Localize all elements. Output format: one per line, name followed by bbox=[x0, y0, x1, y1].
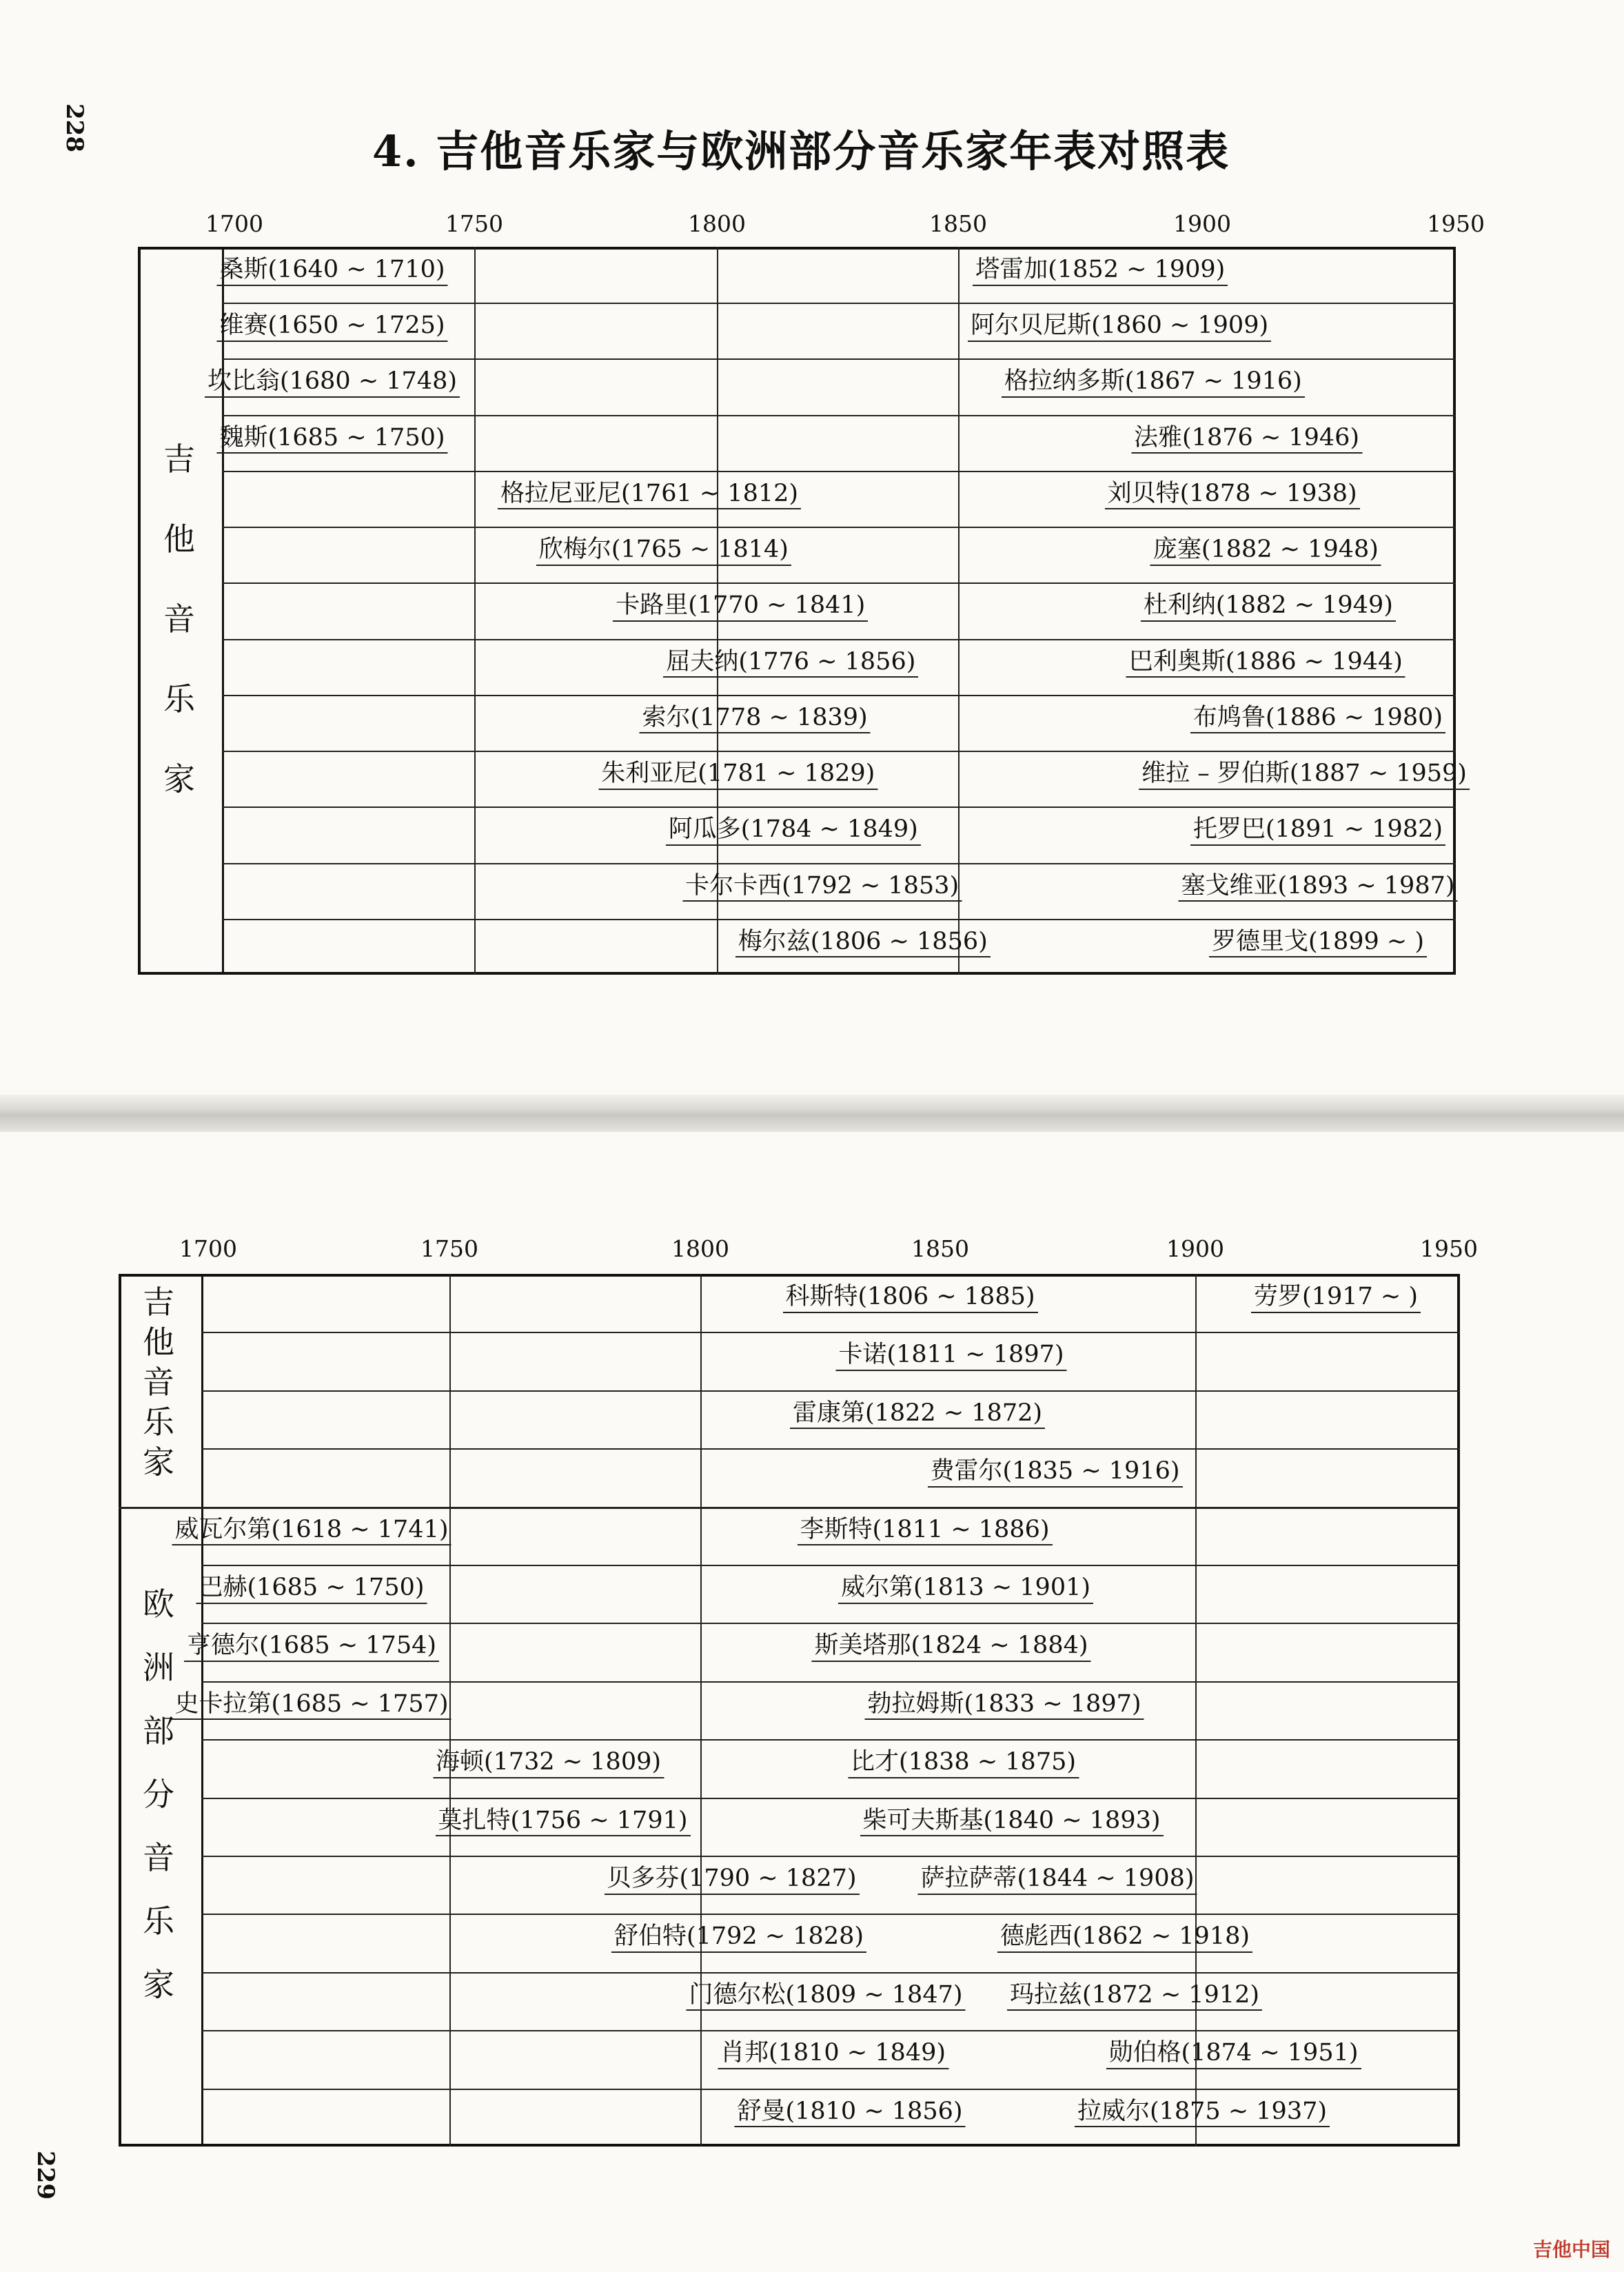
group-label-char: 乐 bbox=[143, 1902, 174, 1940]
axis-year-label: 1750 bbox=[420, 1235, 478, 1262]
musician-entry: 庞塞(1882 ~ 1948) bbox=[1150, 536, 1381, 566]
watermark-logo: 吉他中国 bbox=[1532, 2238, 1610, 2261]
row-divider bbox=[222, 527, 1456, 528]
page-number-top: 228 bbox=[61, 103, 88, 152]
page-fold bbox=[0, 1095, 1624, 1132]
group-label-char: 吉 bbox=[163, 440, 195, 478]
row-divider bbox=[222, 582, 1456, 584]
group-label-char: 他 bbox=[163, 520, 195, 558]
axis-year-label: 1800 bbox=[671, 1235, 729, 1262]
musician-entry: 卡尔卡西(1792 ~ 1853) bbox=[682, 873, 962, 902]
musician-entry: 门德尔松(1809 ~ 1847) bbox=[686, 1982, 965, 2011]
musician-entry: 拉威尔(1875 ~ 1937) bbox=[1075, 2098, 1330, 2128]
row-divider bbox=[222, 863, 1456, 864]
musician-entry: 卡诺(1811 ~ 1897) bbox=[835, 1341, 1066, 1371]
row-divider bbox=[222, 807, 1456, 808]
musician-entry: 维拉 – 罗伯斯(1887 ~ 1959) bbox=[1139, 760, 1470, 790]
row-divider bbox=[222, 919, 1456, 920]
axis-year-label: 1850 bbox=[911, 1235, 969, 1262]
group-label-char: 音 bbox=[163, 600, 195, 638]
musician-entry: 魏斯(1685 ~ 1750) bbox=[216, 425, 447, 454]
musician-entry: 坎比翁(1680 ~ 1748) bbox=[205, 368, 460, 398]
musician-entry: 比才(1838 ~ 1875) bbox=[848, 1749, 1079, 1778]
axis-year-label: 1900 bbox=[1166, 1235, 1224, 1262]
axis-year-label: 1950 bbox=[1427, 210, 1485, 237]
group-label-char: 音 bbox=[143, 1363, 174, 1401]
musician-entry: 阿尔贝尼斯(1860 ~ 1909) bbox=[968, 312, 1271, 342]
row-divider bbox=[201, 1681, 1460, 1683]
musician-entry: 托罗巴(1891 ~ 1982) bbox=[1190, 816, 1445, 846]
musician-entry: 贝多芬(1790 ~ 1827) bbox=[604, 1865, 859, 1895]
century-divider bbox=[474, 247, 476, 975]
row-divider bbox=[222, 471, 1456, 472]
musician-entry: 阿瓜多(1784 ~ 1849) bbox=[666, 816, 921, 846]
musician-entry: 莫扎特(1756 ~ 1791) bbox=[435, 1807, 690, 1837]
musician-entry: 玛拉兹(1872 ~ 1912) bbox=[1007, 1982, 1262, 2011]
group-label-char: 洲 bbox=[143, 1648, 174, 1686]
group-label-char: 他 bbox=[143, 1323, 174, 1361]
musician-entry: 屈夫纳(1776 ~ 1856) bbox=[663, 649, 918, 678]
axis-year-label: 1700 bbox=[179, 1235, 237, 1262]
group-label-guitarists bbox=[159, 419, 200, 819]
musician-entry: 杜利纳(1882 ~ 1949) bbox=[1141, 592, 1396, 622]
musician-entry: 罗德里戈(1899 ~ ) bbox=[1209, 929, 1427, 958]
row-divider bbox=[201, 1739, 1460, 1741]
group-label-char: 乐 bbox=[143, 1403, 174, 1441]
musician-entry: 布鸠鲁(1886 ~ 1980) bbox=[1190, 704, 1445, 734]
row-divider bbox=[201, 1972, 1460, 1974]
musician-entry: 梅尔兹(1806 ~ 1856) bbox=[735, 929, 991, 958]
musician-entry: 舒伯特(1792 ~ 1828) bbox=[611, 1923, 866, 1953]
axis-year-label: 1850 bbox=[929, 210, 987, 237]
axis-year-label: 1750 bbox=[445, 210, 503, 237]
row-divider bbox=[201, 2089, 1460, 2090]
row-divider bbox=[222, 415, 1456, 416]
musician-entry: 劳罗(1917 ~ ) bbox=[1251, 1284, 1421, 1313]
row-divider bbox=[201, 1565, 1460, 1566]
row-divider bbox=[201, 1332, 1460, 1333]
musician-entry: 塔雷加(1852 ~ 1909) bbox=[973, 256, 1228, 286]
row-divider bbox=[222, 639, 1456, 640]
musician-entry: 费雷尔(1835 ~ 1916) bbox=[927, 1458, 1182, 1488]
musician-entry: 卡路里(1770 ~ 1841) bbox=[613, 592, 868, 622]
musician-entry: 肖邦(1810 ~ 1849) bbox=[718, 2040, 948, 2069]
musician-entry: 舒曼(1810 ~ 1856) bbox=[734, 2098, 965, 2128]
musician-entry: 李斯特(1811 ~ 1886) bbox=[797, 1517, 1052, 1546]
group-label-european bbox=[138, 1572, 179, 2016]
musician-entry: 斯美塔那(1824 ~ 1884) bbox=[811, 1632, 1090, 1662]
label-column-divider bbox=[222, 247, 224, 975]
musician-entry: 雷康第(1822 ~ 1872) bbox=[790, 1400, 1045, 1430]
group-label-char: 家 bbox=[143, 1443, 174, 1481]
musician-entry: 索尔(1778 ~ 1839) bbox=[640, 704, 871, 734]
musician-entry: 朱利亚尼(1781 ~ 1829) bbox=[598, 760, 877, 790]
century-divider bbox=[1195, 1274, 1197, 2147]
musician-entry: 维赛(1650 ~ 1725) bbox=[216, 312, 447, 342]
group-label-char: 部 bbox=[143, 1712, 174, 1749]
musician-entry: 巴利奥斯(1886 ~ 1944) bbox=[1126, 649, 1405, 678]
row-divider bbox=[201, 2030, 1460, 2031]
musician-entry: 桑斯(1640 ~ 1710) bbox=[216, 256, 447, 286]
musician-entry: 勋伯格(1874 ~ 1951) bbox=[1106, 2040, 1361, 2069]
musician-entry: 德彪西(1862 ~ 1918) bbox=[997, 1923, 1252, 1953]
musician-entry: 史卡拉第(1685 ~ 1757) bbox=[172, 1691, 451, 1721]
row-divider bbox=[222, 303, 1456, 304]
group-label-char: 乐 bbox=[163, 680, 195, 718]
musician-entry: 法雅(1876 ~ 1946) bbox=[1131, 425, 1362, 454]
axis-year-label: 1900 bbox=[1173, 210, 1231, 237]
axis-year-label: 1800 bbox=[688, 210, 746, 237]
century-divider bbox=[958, 247, 960, 975]
axis-year-label: 1950 bbox=[1420, 1235, 1478, 1262]
row-divider bbox=[201, 1798, 1460, 1799]
page-title: 4. 吉他音乐家与欧洲部分音乐家年表对照表 bbox=[372, 126, 1230, 176]
musician-entry: 格拉尼亚尼(1761 ~ 1812) bbox=[498, 480, 801, 510]
musician-entry: 巴赫(1685 ~ 1750) bbox=[196, 1574, 427, 1604]
musician-entry: 勃拉姆斯(1833 ~ 1897) bbox=[864, 1691, 1144, 1721]
musician-entry: 威瓦尔第(1618 ~ 1741) bbox=[172, 1517, 451, 1546]
row-divider bbox=[222, 695, 1456, 696]
group-label-char: 吉 bbox=[143, 1284, 174, 1321]
musician-entry: 科斯特(1806 ~ 1885) bbox=[782, 1284, 1037, 1313]
musician-entry: 格拉纳多斯(1867 ~ 1916) bbox=[1002, 368, 1305, 398]
group-divider bbox=[119, 1507, 1460, 1509]
page-number-bottom: 229 bbox=[32, 2151, 59, 2200]
group-label-char: 家 bbox=[163, 760, 195, 798]
group-label-guitarists bbox=[138, 1282, 179, 1482]
musician-entry: 威尔第(1813 ~ 1901) bbox=[838, 1574, 1093, 1604]
musician-entry: 刘贝特(1878 ~ 1938) bbox=[1105, 480, 1360, 510]
group-label-char: 欧 bbox=[143, 1585, 174, 1623]
group-label-char: 分 bbox=[143, 1775, 174, 1813]
musician-entry: 萨拉萨蒂(1844 ~ 1908) bbox=[917, 1865, 1197, 1895]
row-divider bbox=[222, 358, 1456, 360]
century-divider bbox=[700, 1274, 702, 2147]
musician-entry: 欣梅尔(1765 ~ 1814) bbox=[536, 536, 791, 566]
musician-entry: 海顿(1732 ~ 1809) bbox=[433, 1749, 664, 1778]
axis-year-label: 1700 bbox=[205, 210, 263, 237]
row-divider bbox=[201, 1914, 1460, 1915]
musician-entry: 塞戈维亚(1893 ~ 1987) bbox=[1178, 873, 1457, 902]
row-divider bbox=[201, 1448, 1460, 1450]
row-divider bbox=[201, 1856, 1460, 1857]
musician-entry: 柴可夫斯基(1840 ~ 1893) bbox=[860, 1807, 1163, 1837]
group-label-char: 家 bbox=[143, 1965, 174, 2003]
musician-entry: 亨德尔(1685 ~ 1754) bbox=[184, 1632, 439, 1662]
row-divider bbox=[222, 751, 1456, 752]
row-divider bbox=[201, 1623, 1460, 1624]
row-divider bbox=[201, 1390, 1460, 1392]
group-label-char: 音 bbox=[143, 1838, 174, 1876]
